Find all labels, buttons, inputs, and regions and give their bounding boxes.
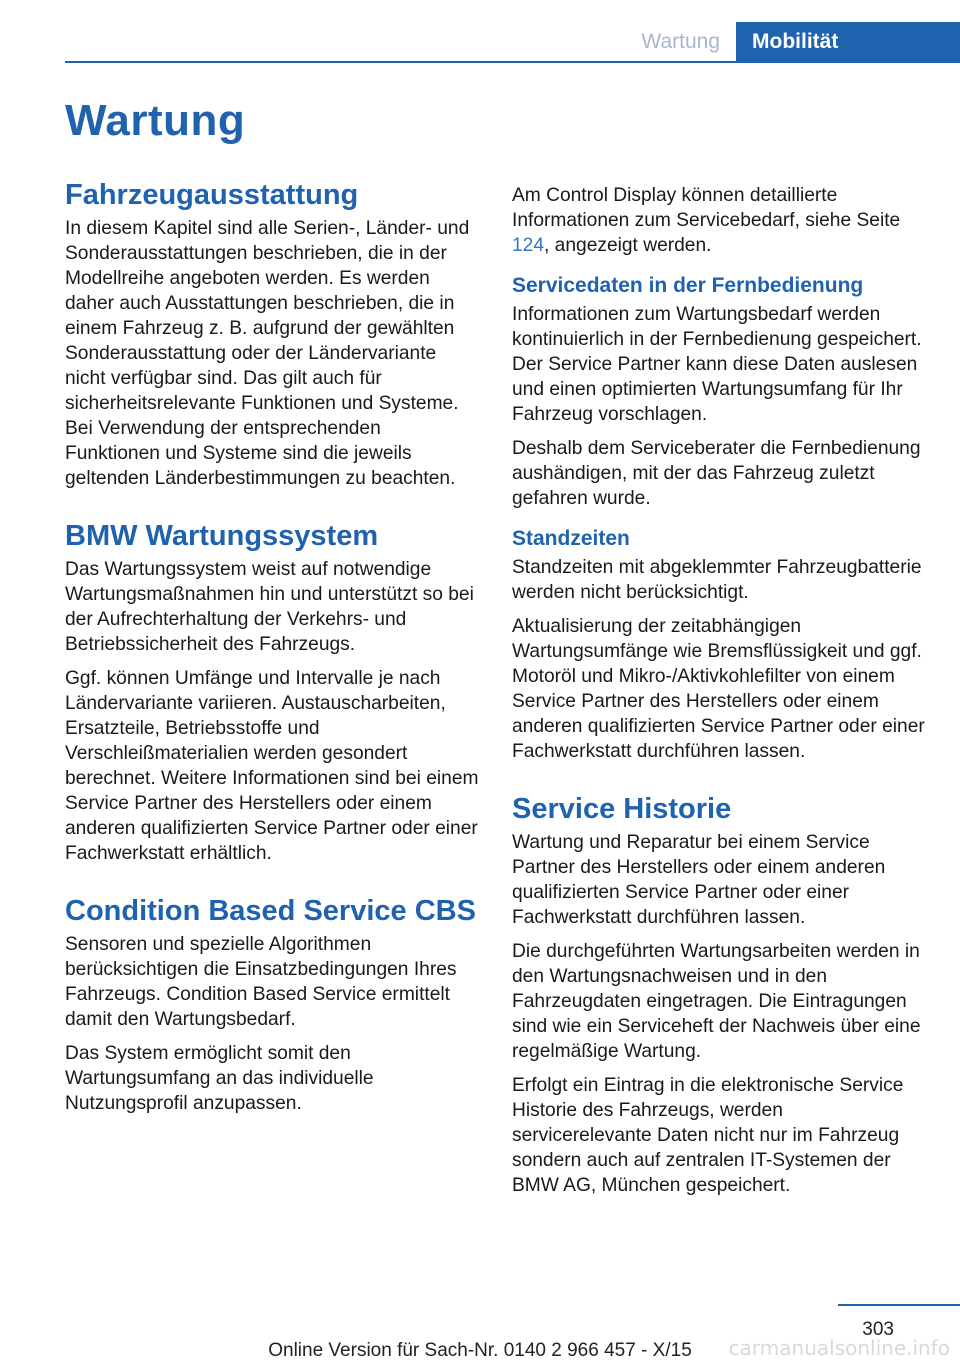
paragraph: Das System ermöglicht somit den Wartungsumfang an das individuelle Nutzungsprofil anzupassen. [65, 1043, 374, 1114]
chapter-title: Wartung [65, 96, 246, 145]
subsection-title-servicedaten: Servicedaten in der Fernbedienung [512, 274, 864, 297]
paragraph: Sensoren und spezielle Algorithmen berücksichtigen die Einsatzbedingungen Ihres Fahrzeugs. Condition Based Service ermittelt damit den Wartungsbedarf. [65, 934, 457, 1030]
paragraph: Das Wartungssystem weist auf notwendige Wartungsmaßnahmen hin und unterstützt so bei der Aufrechterhaltung der Verkehrs- und Betriebssicherheit des Fahrzeugs. [65, 559, 474, 655]
paragraph: Aktualisierung der zeitabhängigen Wartungsumfänge wie Bremsflüssigkeit und ggf. Motoröl und Mikro-/Aktivkohlefilter von einem Service Partner des Herstellers oder einem anderen qualifizierten Service Partner oder einer Fachwerkstatt durchführen lassen. [512, 616, 925, 762]
paragraph: Erfolgt ein Eintrag in die elektronische Service Historie des Fahrzeugs, werden servicerelevante Daten nicht nur im Fahrzeug sondern auch auf zentralen IT-Systemen der BMW AG, München gespeichert. [512, 1075, 904, 1196]
tab-wartung[interactable]: Wartung [641, 30, 720, 53]
text: Am Control Display können detaillierte Informationen zum Servicebedarf, siehe Seite [512, 185, 901, 231]
page-reference-link[interactable]: 124 [512, 235, 545, 256]
section-title-fahrzeugausstattung: Fahrzeugausstattung [65, 179, 359, 211]
paragraph-control-display [512, 183, 927, 258]
paragraph: Die durchgeführten Wartungsarbeiten werden in den Wartungsnachweisen und in den Fahrzeugdaten eingetragen. Die Eintragungen sind wie ein Serviceheft der Nachweis über eine regelmäßige Wartung. [512, 941, 921, 1062]
paragraph: Informationen zum Wartungsbedarf werden kontinuierlich in der Fernbedienung gespeichert. Der Service Partner kann diese Daten auslesen und einen optimierten Wartungsumfang für Ihr Fahrzeug vorschlagen. [512, 304, 922, 425]
watermark: carmanualsonline.info [728, 1336, 950, 1360]
paragraph: In diesem Kapitel sind alle Serien-, Länder- und Sonderausstattungen beschrieben, die in der Modellreihe angeboten werden. Es werden daher auch Ausstattungen beschrieben, die in einem Fahrzeug z. B. aufgrund der gewählten Sonderausstattung oder der Ländervariante nicht verfügbar sind. Das gilt auch für sicherheitsrelevante Funktionen und Systeme. Bei Verwendung der entsprechenden Funktionen und Systeme sind die jeweils geltenden Länderbestimmungen zu beachten. [65, 218, 470, 489]
section-title-cbs: Condition Based Service CBS [65, 895, 476, 927]
header-divider [65, 61, 960, 63]
text: , angezeigt werden. [544, 235, 712, 256]
paragraph: Ggf. können Umfänge und Intervalle je nach Ländervariante variieren. Austauscharbeiten, Ersatzteile, Betriebsstoffe und Verschleißmaterialien werden gesondert berechnet. Weitere Informationen sind bei einem Service Partner des Herstellers oder einem anderen qualifizierten Service Partner oder einer Fachwerkstatt erhältlich. [65, 668, 479, 864]
paragraph: Deshalb dem Serviceberater die Fernbedienung aushändigen, mit der das Fahrzeug zuletzt gefahren wurde. [512, 438, 921, 509]
subsection-title-standzeiten: Standzeiten [512, 527, 630, 550]
footer-text: Online Version für Sach-Nr. 0140 2 966 457 - X/15 [268, 1340, 692, 1361]
tab-mobilitaet[interactable]: Mobilität [736, 22, 960, 62]
footer-divider [838, 1304, 960, 1306]
paragraph: Standzeiten mit abgeklemmter Fahrzeugbatterie werden nicht berücksichtigt. [512, 557, 922, 603]
section-title-bmw-wartungssystem: BMW Wartungssystem [65, 520, 379, 552]
right-column [512, 183, 927, 1207]
chapter-tabs [625, 22, 960, 62]
paragraph: Wartung und Reparatur bei einem Service Partner des Herstellers oder einem anderen qualifizierten Service Partner oder einer Fachwerkstatt durchführen lassen. [512, 832, 886, 928]
left-column [65, 180, 480, 1125]
page-number: 303 [862, 1319, 894, 1340]
section-title-service-historie: Service Historie [512, 793, 732, 825]
